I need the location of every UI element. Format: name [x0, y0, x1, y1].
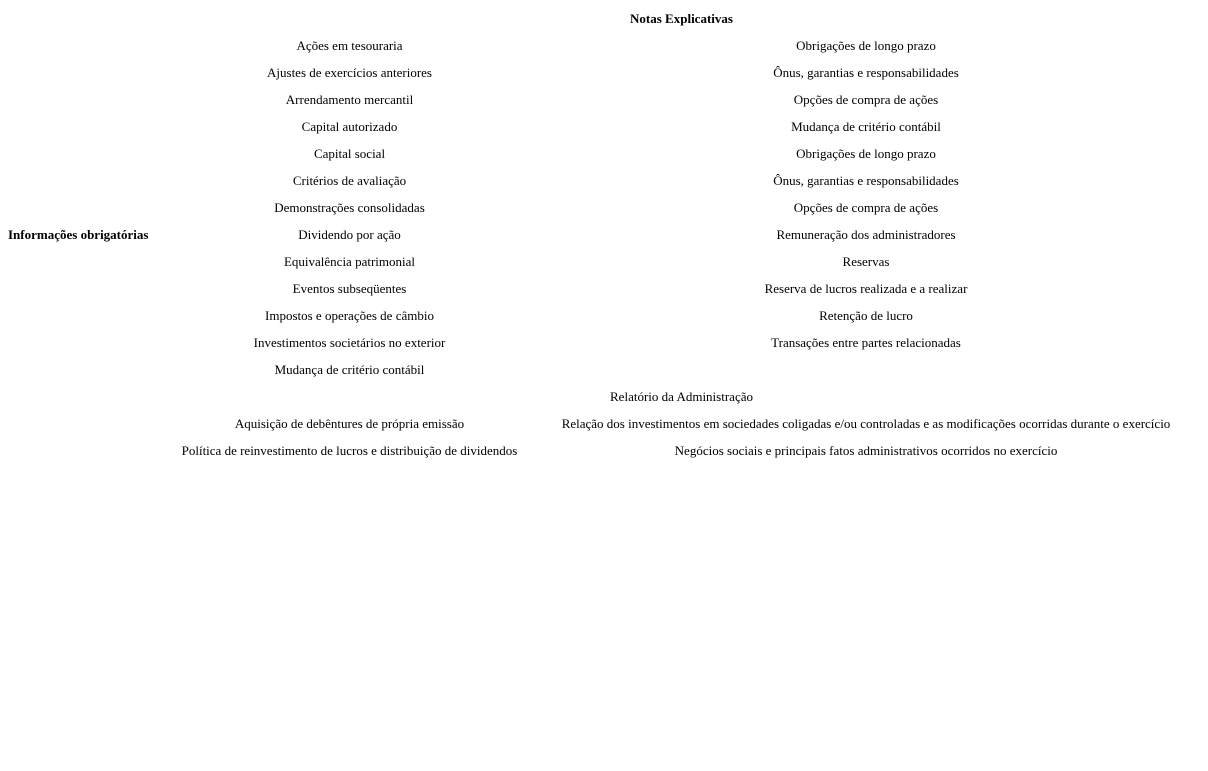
list-item: Ônus, garantias e responsabilidades — [773, 65, 959, 80]
list-item: Opções de compra de ações — [793, 92, 939, 107]
list-item: Mudança de critério contábil — [791, 119, 941, 134]
table-row — [6, 59, 1198, 86]
empty-label-cell — [6, 410, 165, 437]
table-row — [6, 194, 1198, 221]
table-row — [6, 329, 1198, 356]
empty-cell — [534, 356, 1198, 383]
disclosure-table — [6, 5, 1198, 464]
empty-label-cell — [6, 167, 165, 194]
list-item: Critérios de avaliação — [292, 173, 407, 188]
list-item: Reserva de lucros realizada e a realizar — [764, 281, 968, 296]
list-item: Demonstrações consolidadas — [274, 200, 425, 215]
list-item: Ônus, garantias e responsabilidades — [773, 173, 959, 188]
list-item: Obrigações de longo prazo — [796, 146, 936, 161]
notas-header-row — [6, 5, 1198, 32]
list-item: Retenção de lucro — [819, 308, 913, 323]
table-row — [6, 248, 1198, 275]
list-item: Ações em tesouraria — [296, 38, 403, 53]
empty-label-cell — [6, 86, 165, 113]
table-row — [6, 221, 1198, 248]
list-item: Transações entre partes relacionadas — [771, 335, 961, 350]
notas-title: Notas Explicativas — [630, 11, 733, 26]
list-item: Dividendo por ação — [298, 227, 401, 242]
table-row — [6, 275, 1198, 302]
empty-label-cell — [6, 113, 165, 140]
table-row — [6, 356, 1198, 383]
table-row — [6, 410, 1198, 437]
list-item: Arrendamento mercantil — [285, 92, 414, 107]
empty-label-cell — [6, 275, 165, 302]
list-item: Mudança de critério contábil — [274, 362, 425, 377]
table-row — [6, 167, 1198, 194]
table-row — [6, 32, 1198, 59]
list-item: Investimentos societários no exterior — [253, 335, 446, 350]
row-label: Informações obrigatórias — [8, 227, 149, 242]
empty-label-cell — [6, 32, 165, 59]
empty-label-cell — [6, 59, 165, 86]
table-row — [6, 302, 1198, 329]
list-item: Capital social — [313, 146, 386, 161]
table-row — [6, 140, 1198, 167]
empty-label-cell — [6, 5, 165, 32]
table-row — [6, 437, 1198, 464]
empty-label-cell — [6, 437, 165, 464]
list-item: Aquisição de debêntures de própria emissão — [234, 416, 465, 431]
empty-label-cell — [6, 302, 165, 329]
empty-label-cell — [6, 329, 165, 356]
list-item: Negócios sociais e principais fatos administrativos ocorridos no exercício — [674, 443, 1058, 458]
list-item: Obrigações de longo prazo — [796, 38, 936, 53]
list-item: Opções de compra de ações — [793, 200, 939, 215]
table-row — [6, 113, 1198, 140]
list-item: Remuneração dos administradores — [776, 227, 956, 242]
list-item: Equivalência patrimonial — [283, 254, 416, 269]
empty-label-cell — [6, 383, 165, 410]
list-item: Relação dos investimentos em sociedades coligadas e/ou controladas e as modificações ocorridas durante o exercício — [561, 416, 1171, 431]
list-item: Eventos subseqüentes — [292, 281, 407, 296]
list-item: Política de reinvestimento de lucros e distribuição de dividendos — [181, 443, 518, 458]
table-row — [6, 86, 1198, 113]
list-item: Capital autorizado — [301, 119, 398, 134]
empty-label-cell — [6, 194, 165, 221]
empty-label-cell — [6, 356, 165, 383]
list-item: Impostos e operações de câmbio — [265, 308, 434, 323]
empty-label-cell — [6, 140, 165, 167]
empty-label-cell — [6, 248, 165, 275]
relatorio-title: Relatório da Administração — [610, 389, 753, 404]
relatorio-header-row — [6, 383, 1198, 410]
list-item: Ajustes de exercícios anteriores — [267, 65, 432, 80]
list-item: Reservas — [842, 254, 890, 269]
